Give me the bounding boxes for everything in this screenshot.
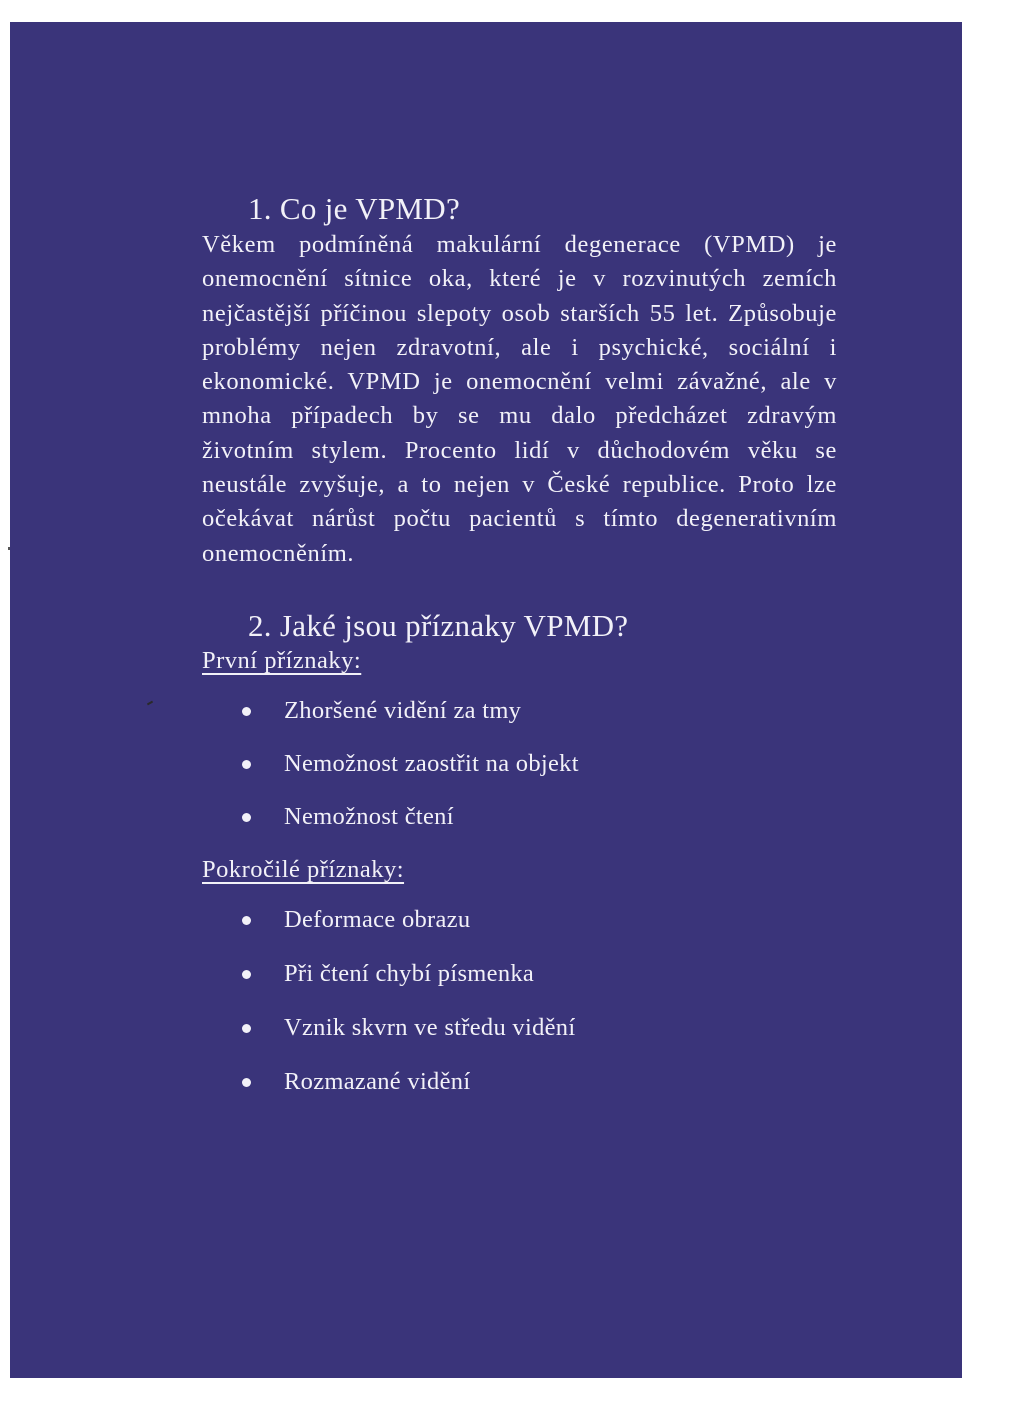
section2-heading: 2. Jaké jsou příznaky VPMD? <box>248 607 629 643</box>
list-item <box>202 904 837 936</box>
list-item-text: Při čtení chybí písmenka <box>284 959 535 987</box>
list-item-text: Nemožnost čtení <box>284 802 454 830</box>
list-item <box>202 695 837 727</box>
section1-heading: 1. Co je VPMD? <box>248 191 461 226</box>
list-item-text: Rozmazané vidění <box>284 1067 471 1095</box>
first-symptoms-list <box>202 695 837 833</box>
advanced-symptoms-list <box>202 904 837 1098</box>
bullet-icon <box>242 916 251 925</box>
list-item-text: Deformace obrazu <box>284 905 471 933</box>
list-item <box>202 1012 837 1044</box>
list-item-text: Vznik skvrn ve středu vidění <box>284 1013 576 1041</box>
bullet-icon <box>242 813 251 822</box>
section1-paragraph: Věkem podmíněná makulární degenerace (VPMD) je onemocnění sítnice oka, které je v rozvinutých zemích nejčastější příčinou slepoty osob starších 55 let. Způsobuje problémy nejen zdravotní, ale i psychické, sociální i ekonomické. VPMD je onemocnění velmi závažné, ale v mnoha případech by se mu dalo předcházet zdravým životním stylem. Procento lidí v důchodovém věku se neustále zvyšuje, a to nejen v České republice. Proto lze očekávat nárůst počtu pacientů s tímto degenerativním onemocněním. <box>202 231 837 567</box>
first-symptoms-label: První příznaky: <box>202 646 362 674</box>
content <box>202 190 837 1120</box>
advanced-symptoms-label: Pokročilé příznaky: <box>202 855 405 883</box>
list-item <box>202 958 837 990</box>
bullet-icon <box>242 970 251 979</box>
bullet-icon <box>242 707 251 716</box>
scan-speck <box>8 547 10 550</box>
list-item <box>202 801 837 833</box>
bullet-icon <box>242 760 251 769</box>
bullet-icon <box>242 1024 251 1033</box>
bullet-icon <box>242 1078 251 1087</box>
list-item-text: Nemožnost zaostřit na objekt <box>284 749 579 777</box>
list-item <box>202 748 837 780</box>
list-item-text: Zhoršené vidění za tmy <box>284 696 522 724</box>
list-item <box>202 1066 837 1098</box>
